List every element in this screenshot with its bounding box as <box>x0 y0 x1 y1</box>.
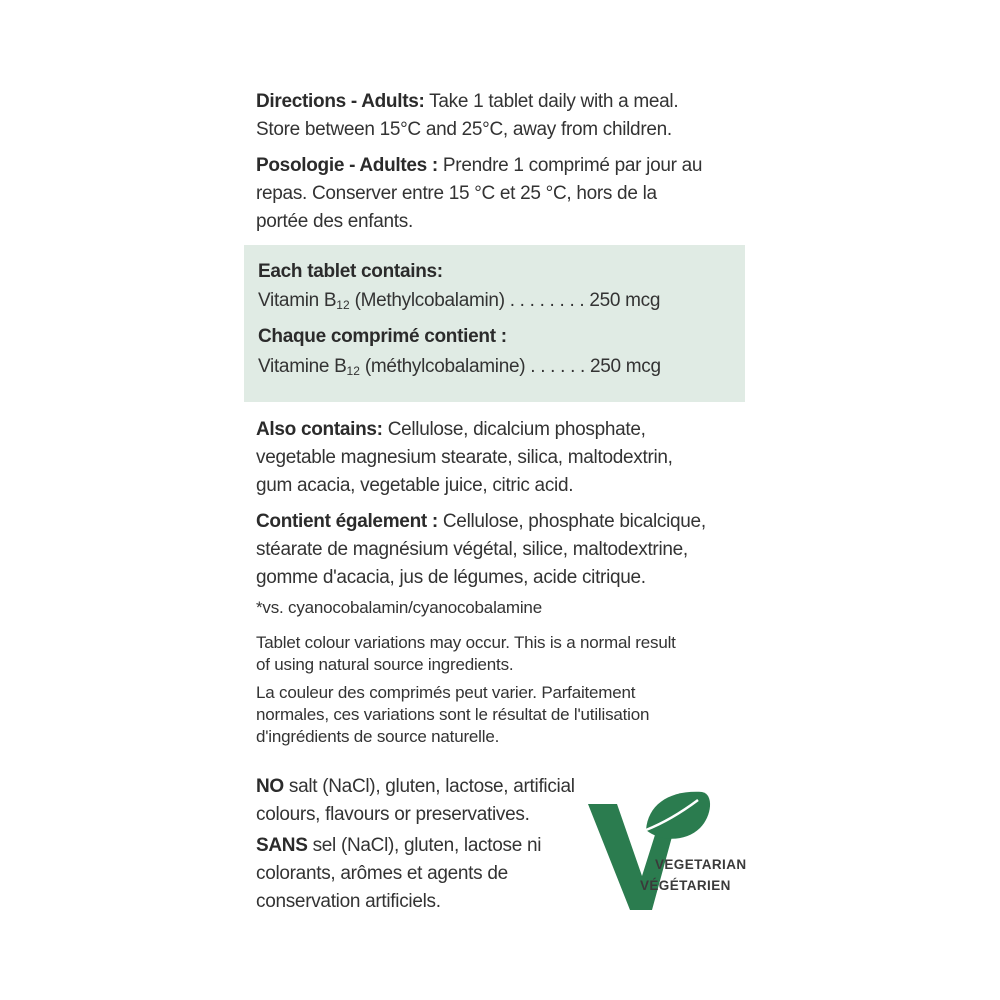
also-contains-fr-paragraph <box>256 508 756 592</box>
text-line: Each tablet contains: <box>258 261 443 282</box>
text-line: colours, flavours or preservatives. <box>256 804 530 825</box>
text-line: SANS sel (NaCl), gluten, lactose ni <box>256 835 542 856</box>
text-line: d'ingrédients de source naturelle. <box>256 727 500 746</box>
text-line: conservation artificiels. <box>256 891 441 912</box>
colour-variation-en-paragraph <box>256 632 756 676</box>
text-line: stéarate de magnésium végétal, silice, maltodextrine, <box>256 539 688 560</box>
text-line: La couleur des comprimés peut varier. Parfaitement <box>256 683 636 702</box>
contents-row-en <box>258 289 733 317</box>
text-line: Vitamine $B_{12}$ (méthylcobalamine) . . . . . . 250 mcg <box>258 356 661 378</box>
vegetarian-logo <box>584 788 747 913</box>
text-line: Vitamin $B_{12}$ (Methylcobalamin) . . . . . . . . 250 mcg <box>258 290 661 312</box>
supplement-facts-box <box>244 245 745 402</box>
leaf-icon <box>646 792 710 839</box>
vegetarian-label-fr: VÉGÉTARIEN <box>640 878 731 893</box>
also-contains-en-paragraph <box>256 416 756 500</box>
text-line: gomme d'acacia, jus de légumes, acide citrique. <box>256 567 646 588</box>
text-line: Directions - Adults: Take 1 tablet daily with a meal. <box>256 91 679 112</box>
vegetarian-label-en: VEGETARIAN <box>655 857 747 872</box>
contents-heading-fr <box>258 325 733 349</box>
text-line: colorants, arômes et agents de <box>256 863 508 884</box>
text-line: Tablet colour variations may occur. This is a normal result <box>256 633 676 652</box>
text-line: gum acacia, vegetable juice, citric acid. <box>256 475 574 496</box>
contents-heading-en <box>258 260 733 284</box>
footnote-vs-cyanocobalamin <box>256 597 756 619</box>
text-line: portée des enfants. <box>256 211 413 232</box>
text-line: Also contains: Cellulose, dicalcium phosphate, <box>256 419 646 440</box>
text-line: normales, ces variations sont le résultat de l'utilisation <box>256 705 650 724</box>
directions-en-paragraph <box>256 88 756 144</box>
directions-fr-paragraph <box>256 152 756 236</box>
no-additives-en-paragraph <box>256 773 586 829</box>
text-line: vegetable magnesium stearate, silica, maltodextrin, <box>256 447 673 468</box>
contents-row-fr <box>258 355 733 383</box>
colour-variation-fr-paragraph <box>256 682 756 748</box>
text-line: Chaque comprimé contient : <box>258 326 507 347</box>
vegetarian-labels <box>640 854 747 896</box>
no-additives-fr-paragraph <box>256 832 586 916</box>
text-line: NO salt (NaCl), gluten, lactose, artificial <box>256 776 575 797</box>
text-line: Posologie - Adultes : Prendre 1 comprimé par jour au <box>256 155 703 176</box>
text-line: repas. Conserver entre 15 °C et 25 °C, hors de la <box>256 183 657 204</box>
text-line: *vs. cyanocobalamin/cyanocobalamine <box>256 598 542 617</box>
text-line: Contient également : Cellulose, phosphate bicalcique, <box>256 511 706 532</box>
text-line: of using natural source ingredients. <box>256 655 514 674</box>
text-line: Store between 15°C and 25°C, away from children. <box>256 119 672 140</box>
